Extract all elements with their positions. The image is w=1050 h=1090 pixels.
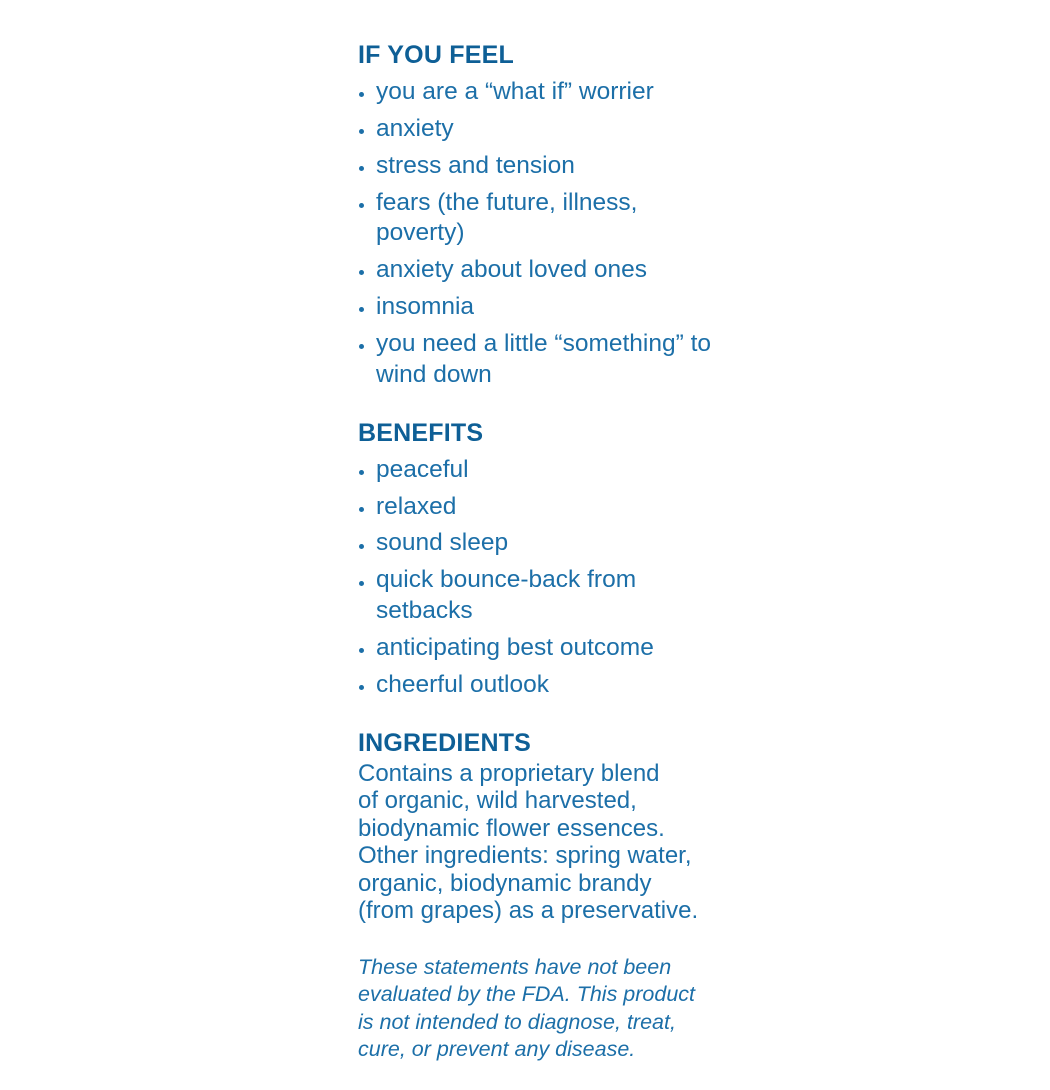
list-item-label: quick bounce-back from setbacks — [376, 566, 637, 625]
list-item-label: stress and tension — [376, 151, 575, 179]
bullet-dot-icon — [359, 507, 364, 512]
list-item — [358, 329, 716, 391]
bullet-dot-icon — [359, 470, 364, 475]
list-item-label: cheerful outlook — [376, 670, 549, 698]
ingredients-line: biodynamic flower essences. — [358, 814, 665, 842]
heading-ingredients: INGREDIENTS — [358, 728, 532, 757]
ingredients-line: (from grapes) as a preservative. — [358, 897, 699, 925]
list-item-label: relaxed — [376, 492, 457, 520]
list-item — [358, 151, 716, 182]
section-if-you-feel — [358, 43, 718, 391]
ingredients-body-text — [358, 760, 703, 925]
bullet-dot-icon — [359, 203, 364, 208]
section-ingredients — [358, 728, 718, 925]
bullet-dot-icon — [359, 92, 364, 97]
list-item — [358, 77, 716, 108]
list-item-label: you are a “what if” worrier — [376, 78, 654, 105]
ingredients-line: Other ingredients: spring water, — [358, 842, 692, 870]
disclaimer-line: These statements have not been — [358, 954, 672, 979]
bullet-dot-icon — [359, 581, 364, 586]
list-item-label: peaceful — [376, 455, 469, 483]
list-item — [358, 633, 716, 664]
disclaimer-line: is not intended to diagnose, treat, — [358, 1009, 676, 1034]
bullet-dot-icon — [359, 344, 364, 349]
bullet-dot-icon — [359, 166, 364, 171]
list-item-label: anxiety about loved ones — [376, 256, 648, 284]
bullet-dot-icon — [359, 307, 364, 312]
product-label-panel — [358, 0, 718, 1090]
bullet-dot-icon — [359, 129, 364, 134]
list-item — [358, 292, 716, 323]
list-item — [358, 565, 716, 627]
ingredients-line: of organic, wild harvested, — [358, 787, 637, 815]
bullet-dot-icon — [359, 685, 364, 690]
list-item-label: anticipating best outcome — [376, 634, 654, 662]
list-item-label: you need a little “something” to wind down — [376, 330, 712, 388]
benefits-list — [358, 455, 718, 701]
list-item — [358, 670, 716, 701]
list-item — [358, 492, 716, 523]
list-item-label: anxiety — [376, 114, 454, 142]
list-item-label: insomnia — [376, 293, 475, 321]
list-item — [358, 455, 716, 486]
list-item-label: fears (the future, illness, poverty) — [376, 188, 638, 247]
list-item — [358, 114, 716, 145]
section-benefits — [358, 418, 718, 701]
bullet-dot-icon — [359, 544, 364, 549]
disclaimer-line: evaluated by the FDA. This product — [358, 982, 696, 1007]
disclaimer-line: cure, or prevent any disease. — [358, 1037, 636, 1062]
list-item — [358, 188, 716, 250]
bullet-dot-icon — [359, 270, 364, 275]
ingredients-line: organic, biodynamic brandy — [358, 869, 652, 897]
if-you-feel-list — [358, 77, 718, 391]
ingredients-line: Contains a proprietary blend — [358, 759, 660, 787]
list-item — [358, 528, 716, 559]
bullet-dot-icon — [359, 648, 364, 653]
fda-disclaimer — [358, 954, 696, 1064]
heading-if-you-feel: IF YOU FEEL — [358, 41, 514, 69]
list-item-label: sound sleep — [376, 529, 509, 557]
list-item — [358, 255, 716, 286]
heading-benefits: BENEFITS — [358, 418, 484, 447]
